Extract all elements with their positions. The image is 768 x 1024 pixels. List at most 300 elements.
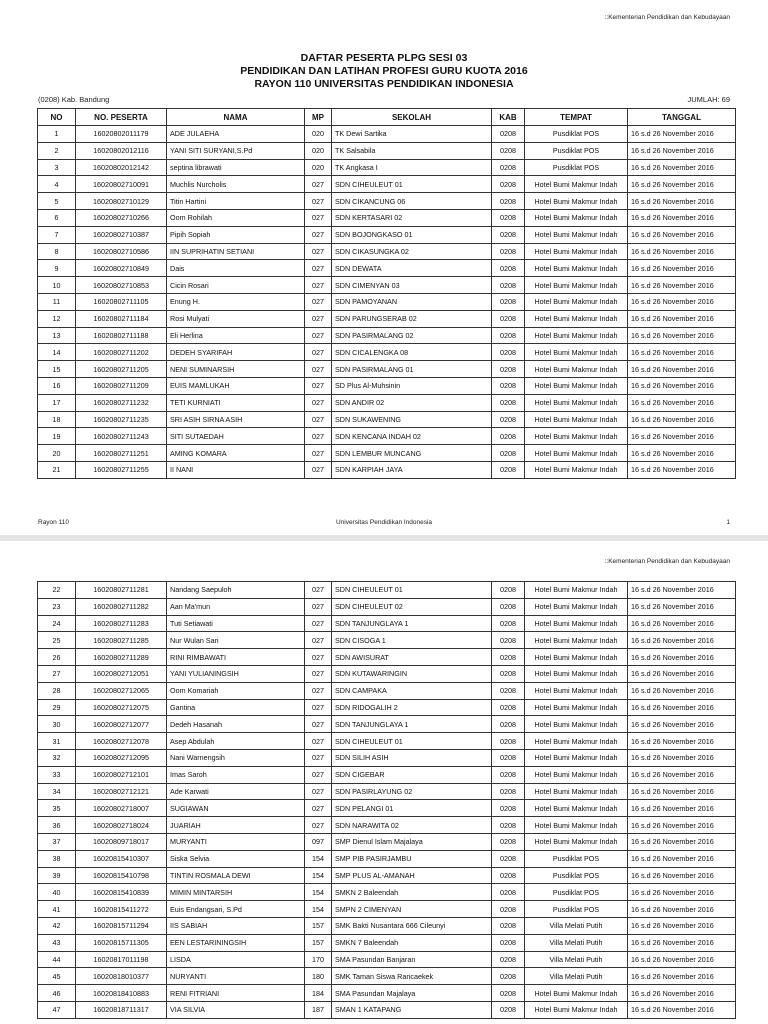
cell-name: SITI SUTAEDAH — [167, 428, 305, 445]
cell-school: SMPN 2 CIMENYAN — [332, 901, 492, 918]
cell-name: DEDEH SYARIFAH — [167, 344, 305, 361]
cell-name: MIMIN MINTARSIH — [167, 884, 305, 901]
cell-venue: Villa Melati Putih — [525, 951, 628, 968]
cell-date: 16 s.d 26 November 2016 — [628, 126, 736, 143]
cell-no: 2 — [38, 142, 76, 159]
footer-university: Universitas Pendidikan Indonesia — [335, 519, 433, 526]
cell-participant-number: 16020802710387 — [76, 226, 167, 243]
cell-name: RINI RIMBAWATI — [167, 649, 305, 666]
cell-date: 16 s.d 26 November 2016 — [628, 884, 736, 901]
cell-name: EEN LESTARININGSIH — [167, 934, 305, 951]
cell-regency-code: 0208 — [492, 226, 525, 243]
cell-subject-code: 170 — [305, 951, 332, 968]
cell-regency-code: 0208 — [492, 209, 525, 226]
cell-no: 32 — [38, 749, 76, 766]
cell-regency-code: 0208 — [492, 867, 525, 884]
table-row — [38, 226, 736, 243]
cell-school: SDN BOJONGKASO 01 — [332, 226, 492, 243]
cell-participant-number: 16020802710853 — [76, 277, 167, 294]
cell-participant-number: 16020802712095 — [76, 749, 167, 766]
cell-participant-number: 16020815410798 — [76, 867, 167, 884]
cell-name: Imas Saroh — [167, 766, 305, 783]
cell-date: 16 s.d 26 November 2016 — [628, 766, 736, 783]
cell-participant-number: 16020802710091 — [76, 176, 167, 193]
cell-regency-code: 0208 — [492, 766, 525, 783]
cell-school: SDN AWISURAT — [332, 649, 492, 666]
cell-subject-code: 027 — [305, 394, 332, 411]
cell-venue: Hotel Bumi Makmur Indah — [525, 411, 628, 428]
table-row — [38, 699, 736, 716]
cell-participant-number: 16020802711289 — [76, 649, 167, 666]
cell-school: SDN SILIH ASIH — [332, 749, 492, 766]
cell-venue: Hotel Bumi Makmur Indah — [525, 377, 628, 394]
table-row — [38, 327, 736, 344]
cell-date: 16 s.d 26 November 2016 — [628, 733, 736, 750]
table-row — [38, 682, 736, 699]
cell-name: IIS SABIAH — [167, 917, 305, 934]
cell-no: 8 — [38, 243, 76, 260]
table-row — [38, 377, 736, 394]
cell-participant-number: 16020802710849 — [76, 260, 167, 277]
cell-date: 16 s.d 26 November 2016 — [628, 833, 736, 850]
cell-name: MURYANTI — [167, 833, 305, 850]
cell-venue: Pusdiklat POS — [525, 126, 628, 143]
cell-subject-code: 154 — [305, 850, 332, 867]
table-row — [38, 142, 736, 159]
cell-regency-code: 0208 — [492, 411, 525, 428]
cell-school: SDN CIHEULEUT 01 — [332, 176, 492, 193]
column-header-name: NAMA — [167, 109, 305, 126]
cell-name: Pipih Sopiah — [167, 226, 305, 243]
cell-name: NURYANTI — [167, 968, 305, 985]
cell-no: 23 — [38, 598, 76, 615]
cell-school: SDN CIHEULEUT 02 — [332, 598, 492, 615]
cell-school: SMK Bakti Nusantara 666 Cileunyi — [332, 917, 492, 934]
cell-participant-number: 16020802711251 — [76, 445, 167, 462]
cell-subject-code: 027 — [305, 615, 332, 632]
column-header-subject-code: MP — [305, 109, 332, 126]
cell-date: 16 s.d 26 November 2016 — [628, 310, 736, 327]
cell-date: 16 s.d 26 November 2016 — [628, 951, 736, 968]
cell-no: 40 — [38, 884, 76, 901]
cell-subject-code: 027 — [305, 293, 332, 310]
cell-school: SDN PASIRLAYUNG 02 — [332, 783, 492, 800]
ministry-label: ::Kementerian Pendidikan dan Kebudayaan — [604, 14, 730, 21]
cell-regency-code: 0208 — [492, 176, 525, 193]
cell-subject-code: 027 — [305, 277, 332, 294]
table-row — [38, 783, 736, 800]
cell-school: SDN CIHEULEUT 01 — [332, 733, 492, 750]
column-header-participant-number: NO. PESERTA — [76, 109, 167, 126]
cell-venue: Hotel Bumi Makmur Indah — [525, 766, 628, 783]
cell-no: 18 — [38, 411, 76, 428]
cell-no: 19 — [38, 428, 76, 445]
cell-participant-number: 16020818410883 — [76, 985, 167, 1002]
cell-venue: Hotel Bumi Makmur Indah — [525, 277, 628, 294]
cell-regency-code: 0208 — [492, 243, 525, 260]
cell-participant-number: 16020802711235 — [76, 411, 167, 428]
cell-regency-code: 0208 — [492, 850, 525, 867]
cell-name: II NANI — [167, 461, 305, 478]
cell-school: SMKN 7 Baleendah — [332, 934, 492, 951]
cell-school: SMA Pasundan Banjaran — [332, 951, 492, 968]
cell-no: 15 — [38, 361, 76, 378]
cell-subject-code: 020 — [305, 126, 332, 143]
cell-no: 38 — [38, 850, 76, 867]
cell-date: 16 s.d 26 November 2016 — [628, 649, 736, 666]
cell-name: Nur Wulan Sari — [167, 632, 305, 649]
document-page-2 — [0, 541, 768, 1024]
cell-date: 16 s.d 26 November 2016 — [628, 159, 736, 176]
cell-subject-code: 157 — [305, 934, 332, 951]
cell-date: 16 s.d 26 November 2016 — [628, 783, 736, 800]
cell-school: SMP Dienul Islam Majalaya — [332, 833, 492, 850]
cell-school: SMKN 2 Baleendah — [332, 884, 492, 901]
table-row — [38, 850, 736, 867]
table-row — [38, 968, 736, 985]
cell-subject-code: 027 — [305, 411, 332, 428]
cell-venue: Hotel Bumi Makmur Indah — [525, 394, 628, 411]
cell-participant-number: 16020802711283 — [76, 615, 167, 632]
cell-subject-code: 154 — [305, 867, 332, 884]
table-row — [38, 749, 736, 766]
cell-no: 5 — [38, 193, 76, 210]
cell-regency-code: 0208 — [492, 817, 525, 834]
participant-table — [37, 108, 736, 479]
cell-venue: Pusdiklat POS — [525, 901, 628, 918]
cell-participant-number: 16020815410307 — [76, 850, 167, 867]
cell-school: SDN TANJUNGLAYA 1 — [332, 615, 492, 632]
participant-count: JUMLAH: 69 — [687, 95, 730, 104]
cell-venue: Hotel Bumi Makmur Indah — [525, 749, 628, 766]
cell-name: Oom Komariah — [167, 682, 305, 699]
cell-school: SMA Pasundan Majalaya — [332, 985, 492, 1002]
cell-name: JUARIAH — [167, 817, 305, 834]
cell-date: 16 s.d 26 November 2016 — [628, 749, 736, 766]
cell-subject-code: 027 — [305, 632, 332, 649]
cell-venue: Hotel Bumi Makmur Indah — [525, 615, 628, 632]
cell-subject-code: 027 — [305, 682, 332, 699]
cell-participant-number: 16020818010377 — [76, 968, 167, 985]
cell-venue: Villa Melati Putih — [525, 934, 628, 951]
cell-date: 16 s.d 26 November 2016 — [628, 582, 736, 599]
cell-subject-code: 027 — [305, 361, 332, 378]
cell-regency-code: 0208 — [492, 951, 525, 968]
cell-venue: Hotel Bumi Makmur Indah — [525, 800, 628, 817]
cell-school: SDN KUTAWARINGIN — [332, 665, 492, 682]
cell-participant-number: 16020802711255 — [76, 461, 167, 478]
cell-participant-number: 16020802712078 — [76, 733, 167, 750]
table-row — [38, 277, 736, 294]
table-row — [38, 800, 736, 817]
cell-regency-code: 0208 — [492, 783, 525, 800]
cell-regency-code: 0208 — [492, 632, 525, 649]
cell-subject-code: 157 — [305, 917, 332, 934]
cell-date: 16 s.d 26 November 2016 — [628, 377, 736, 394]
cell-name: ADE JULAEHA — [167, 126, 305, 143]
cell-regency-code: 0208 — [492, 461, 525, 478]
cell-venue: Pusdiklat POS — [525, 159, 628, 176]
cell-date: 16 s.d 26 November 2016 — [628, 445, 736, 462]
cell-school: SDN CIKANCUNG 06 — [332, 193, 492, 210]
cell-regency-code: 0208 — [492, 682, 525, 699]
cell-no: 46 — [38, 985, 76, 1002]
cell-subject-code: 027 — [305, 817, 332, 834]
table-row — [38, 1001, 736, 1018]
cell-date: 16 s.d 26 November 2016 — [628, 665, 736, 682]
table-row — [38, 632, 736, 649]
page-number: 1 — [726, 519, 730, 526]
cell-participant-number: 16020802711184 — [76, 310, 167, 327]
cell-venue: Hotel Bumi Makmur Indah — [525, 817, 628, 834]
cell-name: SRI ASIH SIRNA ASIH — [167, 411, 305, 428]
cell-subject-code: 027 — [305, 344, 332, 361]
table-row — [38, 867, 736, 884]
ministry-label: ::Kementerian Pendidikan dan Kebudayaan — [604, 558, 730, 565]
cell-no: 43 — [38, 934, 76, 951]
cell-regency-code: 0208 — [492, 327, 525, 344]
cell-no: 7 — [38, 226, 76, 243]
cell-no: 6 — [38, 209, 76, 226]
cell-school: SDN CIKASUNGKA 02 — [332, 243, 492, 260]
cell-date: 16 s.d 26 November 2016 — [628, 344, 736, 361]
cell-regency-code: 0208 — [492, 142, 525, 159]
cell-date: 16 s.d 26 November 2016 — [628, 716, 736, 733]
cell-participant-number: 16020818711317 — [76, 1001, 167, 1018]
cell-date: 16 s.d 26 November 2016 — [628, 260, 736, 277]
cell-name: septina librawati — [167, 159, 305, 176]
cell-school: TK Salsabila — [332, 142, 492, 159]
cell-no: 10 — [38, 277, 76, 294]
document-title: DAFTAR PESERTA PLPG SESI 03 — [300, 52, 468, 64]
cell-venue: Hotel Bumi Makmur Indah — [525, 344, 628, 361]
cell-no: 21 — [38, 461, 76, 478]
cell-name: Siska Selvia — [167, 850, 305, 867]
cell-venue: Hotel Bumi Makmur Indah — [525, 699, 628, 716]
cell-date: 16 s.d 26 November 2016 — [628, 394, 736, 411]
cell-subject-code: 027 — [305, 665, 332, 682]
cell-participant-number: 16020802712121 — [76, 783, 167, 800]
table-row — [38, 649, 736, 666]
cell-school: SDN PASIRMALANG 01 — [332, 361, 492, 378]
cell-regency-code: 0208 — [492, 1001, 525, 1018]
cell-name: RENI FITRIANI — [167, 985, 305, 1002]
cell-no: 47 — [38, 1001, 76, 1018]
cell-subject-code: 027 — [305, 193, 332, 210]
cell-school: SDN RIDOGALIH 2 — [332, 699, 492, 716]
cell-no: 34 — [38, 783, 76, 800]
cell-regency-code: 0208 — [492, 377, 525, 394]
cell-school: SDN PAMOYANAN — [332, 293, 492, 310]
table-row — [38, 917, 736, 934]
cell-school: SDN CIHEULEUT 01 — [332, 582, 492, 599]
cell-subject-code: 027 — [305, 716, 332, 733]
cell-name: NENI SUMINARSIH — [167, 361, 305, 378]
table-row — [38, 428, 736, 445]
cell-venue: Hotel Bumi Makmur Indah — [525, 361, 628, 378]
cell-regency-code: 0208 — [492, 968, 525, 985]
cell-participant-number: 16020802711105 — [76, 293, 167, 310]
cell-no: 14 — [38, 344, 76, 361]
cell-subject-code: 027 — [305, 800, 332, 817]
cell-school: SD Plus Al-Muhsinin — [332, 377, 492, 394]
cell-participant-number: 16020802710586 — [76, 243, 167, 260]
cell-date: 16 s.d 26 November 2016 — [628, 243, 736, 260]
cell-participant-number: 16020802718024 — [76, 817, 167, 834]
cell-subject-code: 027 — [305, 766, 332, 783]
table-row — [38, 582, 736, 599]
cell-date: 16 s.d 26 November 2016 — [628, 817, 736, 834]
cell-regency-code: 0208 — [492, 260, 525, 277]
cell-subject-code: 027 — [305, 209, 332, 226]
cell-regency-code: 0208 — [492, 361, 525, 378]
cell-regency-code: 0208 — [492, 985, 525, 1002]
table-row — [38, 260, 736, 277]
cell-venue: Pusdiklat POS — [525, 850, 628, 867]
cell-date: 16 s.d 26 November 2016 — [628, 934, 736, 951]
cell-venue: Hotel Bumi Makmur Indah — [525, 733, 628, 750]
cell-no: 9 — [38, 260, 76, 277]
cell-no: 12 — [38, 310, 76, 327]
cell-name: AMING KOMARA — [167, 445, 305, 462]
cell-date: 16 s.d 26 November 2016 — [628, 598, 736, 615]
participant-table-continued — [37, 581, 736, 1019]
cell-subject-code: 180 — [305, 968, 332, 985]
cell-participant-number: 16020802712075 — [76, 699, 167, 716]
cell-name: Asep Abdulah — [167, 733, 305, 750]
cell-date: 16 s.d 26 November 2016 — [628, 632, 736, 649]
table-row — [38, 951, 736, 968]
cell-no: 37 — [38, 833, 76, 850]
table-row — [38, 126, 736, 143]
cell-no: 25 — [38, 632, 76, 649]
cell-subject-code: 027 — [305, 749, 332, 766]
cell-regency-code: 0208 — [492, 394, 525, 411]
cell-participant-number: 16020802711281 — [76, 582, 167, 599]
cell-participant-number: 16020802711188 — [76, 327, 167, 344]
cell-venue: Hotel Bumi Makmur Indah — [525, 260, 628, 277]
cell-regency-code: 0208 — [492, 310, 525, 327]
cell-venue: Hotel Bumi Makmur Indah — [525, 428, 628, 445]
cell-participant-number: 16020815711294 — [76, 917, 167, 934]
cell-school: SDN SUKAWENING — [332, 411, 492, 428]
cell-date: 16 s.d 26 November 2016 — [628, 615, 736, 632]
cell-participant-number: 16020802012116 — [76, 142, 167, 159]
cell-venue: Hotel Bumi Makmur Indah — [525, 598, 628, 615]
cell-regency-code: 0208 — [492, 428, 525, 445]
column-header-venue: TEMPAT — [525, 109, 628, 126]
table-row — [38, 833, 736, 850]
cell-venue: Hotel Bumi Makmur Indah — [525, 632, 628, 649]
table-row — [38, 344, 736, 361]
table-row — [38, 193, 736, 210]
cell-venue: Hotel Bumi Makmur Indah — [525, 461, 628, 478]
cell-name: Tuti Setiawati — [167, 615, 305, 632]
cell-name: Eli Herlina — [167, 327, 305, 344]
table-row — [38, 243, 736, 260]
cell-participant-number: 16020802711232 — [76, 394, 167, 411]
cell-participant-number: 16020802712077 — [76, 716, 167, 733]
cell-regency-code: 0208 — [492, 749, 525, 766]
cell-venue: Hotel Bumi Makmur Indah — [525, 243, 628, 260]
cell-participant-number: 16020802012142 — [76, 159, 167, 176]
cell-subject-code: 154 — [305, 884, 332, 901]
cell-subject-code: 027 — [305, 428, 332, 445]
cell-no: 26 — [38, 649, 76, 666]
table-row — [38, 985, 736, 1002]
table-body — [38, 582, 736, 1019]
cell-subject-code: 184 — [305, 985, 332, 1002]
document-rayon: RAYON 110 UNIVERSITAS PENDIDIKAN INDONESIA — [254, 78, 514, 90]
cell-no: 31 — [38, 733, 76, 750]
table-row — [38, 159, 736, 176]
cell-subject-code: 027 — [305, 699, 332, 716]
cell-subject-code: 027 — [305, 598, 332, 615]
cell-name: Aan Ma'mun — [167, 598, 305, 615]
cell-no: 41 — [38, 901, 76, 918]
cell-participant-number: 16020817011198 — [76, 951, 167, 968]
table-row — [38, 209, 736, 226]
cell-venue: Hotel Bumi Makmur Indah — [525, 985, 628, 1002]
table-row — [38, 394, 736, 411]
cell-regency-code: 0208 — [492, 917, 525, 934]
table-row — [38, 411, 736, 428]
cell-school: SDN CIGEBAR — [332, 766, 492, 783]
cell-venue: Hotel Bumi Makmur Indah — [525, 445, 628, 462]
cell-participant-number: 16020802011179 — [76, 126, 167, 143]
cell-subject-code: 020 — [305, 159, 332, 176]
cell-date: 16 s.d 26 November 2016 — [628, 968, 736, 985]
cell-date: 16 s.d 26 November 2016 — [628, 985, 736, 1002]
cell-date: 16 s.d 26 November 2016 — [628, 277, 736, 294]
cell-participant-number: 16020802712065 — [76, 682, 167, 699]
table-row — [38, 461, 736, 478]
cell-venue: Hotel Bumi Makmur Indah — [525, 1001, 628, 1018]
cell-subject-code: 187 — [305, 1001, 332, 1018]
cell-regency-code: 0208 — [492, 344, 525, 361]
cell-venue: Hotel Bumi Makmur Indah — [525, 833, 628, 850]
cell-regency-code: 0208 — [492, 277, 525, 294]
cell-participant-number: 16020802711243 — [76, 428, 167, 445]
cell-school: SDN NARAWITA 02 — [332, 817, 492, 834]
cell-regency-code: 0208 — [492, 293, 525, 310]
cell-participant-number: 16020809718017 — [76, 833, 167, 850]
cell-date: 16 s.d 26 November 2016 — [628, 461, 736, 478]
cell-venue: Hotel Bumi Makmur Indah — [525, 293, 628, 310]
cell-no: 11 — [38, 293, 76, 310]
cell-venue: Hotel Bumi Makmur Indah — [525, 176, 628, 193]
table-row — [38, 934, 736, 951]
cell-venue: Pusdiklat POS — [525, 867, 628, 884]
cell-venue: Hotel Bumi Makmur Indah — [525, 327, 628, 344]
cell-no: 4 — [38, 176, 76, 193]
cell-subject-code: 027 — [305, 327, 332, 344]
cell-date: 16 s.d 26 November 2016 — [628, 176, 736, 193]
cell-venue: Villa Melati Putih — [525, 968, 628, 985]
cell-subject-code: 027 — [305, 582, 332, 599]
cell-date: 16 s.d 26 November 2016 — [628, 293, 736, 310]
table-row — [38, 445, 736, 462]
cell-subject-code: 027 — [305, 243, 332, 260]
cell-date: 16 s.d 26 November 2016 — [628, 1001, 736, 1018]
cell-school: SMP PIB PASIRJAMBU — [332, 850, 492, 867]
cell-school: SDN PELANGI 01 — [332, 800, 492, 817]
cell-name: IIN SUPRIHATIN SETIANI — [167, 243, 305, 260]
cell-date: 16 s.d 26 November 2016 — [628, 411, 736, 428]
cell-name: Nani Warnengsih — [167, 749, 305, 766]
cell-regency-code: 0208 — [492, 800, 525, 817]
cell-date: 16 s.d 26 November 2016 — [628, 917, 736, 934]
